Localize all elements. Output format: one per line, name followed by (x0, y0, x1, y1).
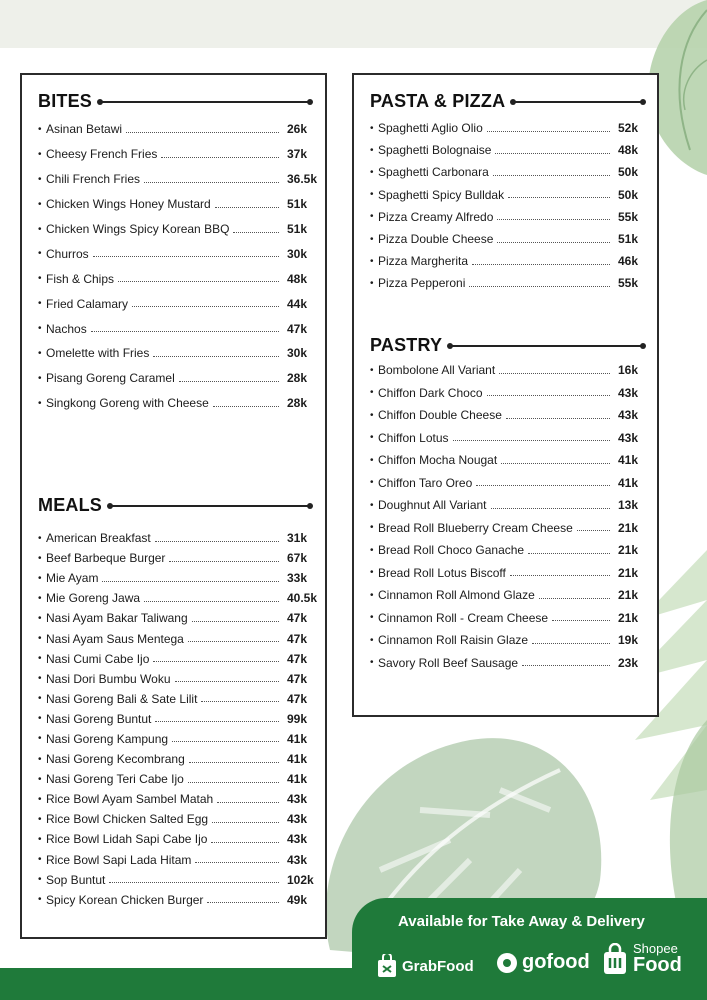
dot-leader (144, 182, 279, 183)
bullet-icon: • (38, 123, 42, 135)
menu-item-price: 50k (618, 165, 639, 180)
bullet-icon: • (370, 122, 374, 134)
menu-item (370, 629, 650, 652)
bullet-icon: • (38, 793, 42, 805)
gofood-logo (496, 951, 590, 974)
dot-leader (201, 701, 279, 702)
pasta-pizza-list (370, 117, 650, 295)
pastry-header (370, 335, 643, 356)
menu-item-price: 49k (287, 892, 308, 907)
menu-item-name: Spicy Korean Chicken Burger (46, 892, 204, 907)
dot-leader (189, 762, 279, 763)
menu-item-price: 40.5k (287, 591, 318, 606)
menu-item-price: 50k (618, 187, 639, 202)
dot-leader (552, 620, 610, 621)
menu-item (38, 709, 323, 729)
menu-item (370, 359, 650, 382)
bullet-icon: • (38, 633, 42, 645)
menu-item-name: Pizza Double Cheese (378, 232, 494, 247)
bullet-icon: • (38, 552, 42, 564)
grabfood-label: GrabFood (402, 957, 474, 975)
bullet-icon: • (38, 298, 42, 310)
bullet-icon: • (38, 673, 42, 685)
dot-leader (508, 197, 610, 198)
menu-item-name: Cinnamon Roll - Cream Cheese (378, 610, 549, 625)
bullet-icon: • (38, 572, 42, 584)
dot-leader (118, 281, 279, 282)
menu-item-price: 43k (618, 408, 639, 423)
menu-item-name: Nasi Ayam Bakar Taliwang (46, 611, 188, 626)
section-divider (110, 505, 310, 507)
menu-item (370, 272, 650, 294)
menu-item-name: Rice Bowl Lidah Sapi Cabe Ijo (46, 832, 208, 847)
menu-item-name: Spaghetti Spicy Bulldak (378, 187, 505, 202)
menu-item-name: Bread Roll Lotus Biscoff (378, 565, 506, 580)
dot-leader (469, 286, 610, 287)
menu-item-price: 16k (618, 363, 639, 378)
bullet-icon: • (370, 233, 374, 245)
grab-bag-icon (376, 954, 398, 978)
top-band (0, 0, 707, 48)
bullet-icon: • (38, 148, 42, 160)
menu-item-name: Churros (46, 246, 89, 261)
menu-item-name: Chiffon Taro Oreo (378, 475, 473, 490)
menu-item-price: 41k (287, 752, 308, 767)
menu-item (38, 729, 323, 749)
gojek-logo-icon (496, 952, 518, 974)
bullet-icon: • (38, 894, 42, 906)
menu-item-name: Cheesy French Fries (46, 147, 158, 162)
dot-leader (215, 207, 279, 208)
menu-item-name: Chiffon Dark Choco (378, 385, 483, 400)
menu-item-name: Nasi Goreng Buntut (46, 711, 152, 726)
menu-item (38, 366, 323, 391)
dot-leader (126, 132, 279, 133)
menu-item-name: Pisang Goreng Caramel (46, 371, 175, 386)
dot-leader (169, 561, 279, 562)
dot-leader (497, 242, 610, 243)
menu-item-name: Bombolone All Variant (378, 363, 496, 378)
menu-item-price: 102k (287, 872, 314, 887)
menu-item-price: 21k (618, 588, 639, 603)
menu-item-name: Nasi Ayam Saus Mentega (46, 631, 184, 646)
menu-item (38, 548, 323, 568)
menu-item-price: 47k (287, 651, 308, 666)
menu-item-name: Bread Roll Choco Ganache (378, 543, 525, 558)
menu-item-price: 23k (618, 655, 639, 670)
menu-item-price: 19k (618, 633, 639, 648)
menu-item-name: Sop Buntut (46, 872, 106, 887)
menu-item-price: 36.5k (287, 172, 318, 187)
menu-item-price: 33k (287, 571, 308, 586)
menu-item-name: Spaghetti Carbonara (378, 165, 489, 180)
menu-item (38, 669, 323, 689)
dot-leader (233, 232, 279, 233)
menu-item (38, 829, 323, 849)
menu-item-price: 41k (618, 453, 639, 468)
bullet-icon: • (370, 364, 374, 376)
section-divider (450, 345, 643, 347)
dot-leader (155, 721, 279, 722)
dot-leader (506, 418, 610, 419)
bullet-icon: • (370, 255, 374, 267)
menu-item-name: Fried Calamary (46, 296, 129, 311)
menu-item (38, 588, 323, 608)
menu-item-price: 41k (287, 772, 308, 787)
bullet-icon: • (370, 634, 374, 646)
section-title: BITES (38, 91, 93, 111)
menu-item-name: Cinnamon Roll Almond Glaze (378, 588, 535, 603)
menu-item (370, 539, 650, 562)
menu-item-price: 21k (618, 543, 639, 558)
bullet-icon: • (370, 477, 374, 489)
menu-item-price: 44k (287, 296, 308, 311)
menu-item-name: Cinnamon Roll Raisin Glaze (378, 633, 529, 648)
menu-item (370, 404, 650, 427)
menu-item (38, 142, 323, 167)
menu-item-name: Singkong Goreng with Cheese (46, 396, 209, 411)
bullet-icon: • (38, 198, 42, 210)
menu-item (370, 206, 650, 228)
menu-item-price: 48k (287, 271, 308, 286)
bullet-icon: • (38, 223, 42, 235)
menu-item-name: Doughnut All Variant (378, 498, 487, 513)
menu-item (370, 449, 650, 472)
bullet-icon: • (38, 372, 42, 384)
bullet-icon: • (38, 733, 42, 745)
dot-leader (211, 842, 279, 843)
section-divider (513, 101, 643, 103)
dot-leader (153, 661, 279, 662)
menu-item (370, 652, 650, 675)
menu-item-name: Omelette with Fries (46, 346, 150, 361)
menu-item-price: 99k (287, 711, 308, 726)
dot-leader (195, 862, 279, 863)
menu-item (38, 789, 323, 809)
menu-item-price: 67k (287, 551, 308, 566)
dot-leader (188, 641, 279, 642)
bullet-icon: • (370, 277, 374, 289)
dot-leader (499, 373, 610, 374)
bullet-icon: • (38, 713, 42, 725)
menu-item-price: 47k (287, 321, 308, 336)
menu-item-price: 43k (287, 792, 308, 807)
menu-item (38, 391, 323, 416)
menu-item-name: Nasi Goreng Kecombrang (46, 752, 185, 767)
menu-item-price: 41k (287, 731, 308, 746)
bullet-icon: • (370, 166, 374, 178)
menu-item (370, 139, 650, 161)
bullet-icon: • (370, 567, 374, 579)
menu-item-name: Pizza Creamy Alfredo (378, 209, 494, 224)
menu-item-name: Pizza Margherita (378, 254, 469, 269)
bullet-icon: • (38, 753, 42, 765)
menu-item-name: Nasi Goreng Bali & Sate Lilit (46, 691, 198, 706)
menu-item-price: 47k (287, 631, 308, 646)
dot-leader (493, 175, 610, 176)
dot-leader (495, 153, 610, 154)
menu-item-price: 51k (287, 222, 308, 236)
menu-item (38, 749, 323, 769)
bullet-icon: • (38, 248, 42, 260)
menu-item (38, 890, 323, 910)
bullet-icon: • (370, 657, 374, 669)
bullet-icon: • (370, 409, 374, 421)
menu-item-name: American Breakfast (46, 531, 151, 546)
menu-item (38, 291, 323, 316)
dot-leader (501, 463, 610, 464)
delivery-text: Available for Take Away & Delivery (398, 913, 645, 930)
dot-leader (155, 541, 279, 542)
menu-item (38, 117, 323, 142)
grabfood-logo (376, 954, 474, 978)
menu-item (38, 568, 323, 588)
bullet-icon: • (370, 589, 374, 601)
menu-item-name: Mie Ayam (46, 571, 99, 586)
menu-item-price: 55k (618, 209, 639, 224)
menu-item-name: Chili French Fries (46, 172, 141, 187)
menu-item-price: 21k (618, 610, 639, 625)
menu-item-price: 51k (618, 232, 639, 247)
menu-item (38, 769, 323, 789)
menu-item-price: 47k (287, 691, 308, 706)
shopee-bag-icon (602, 943, 628, 975)
bullet-icon: • (38, 854, 42, 866)
dot-leader (472, 264, 610, 265)
bullet-icon: • (38, 273, 42, 285)
menu-item (370, 607, 650, 630)
shopeefood-logo (602, 942, 682, 975)
menu-item (370, 250, 650, 272)
menu-item-price: 28k (287, 396, 308, 411)
menu-item (38, 241, 323, 266)
dot-leader (144, 601, 279, 602)
menu-item-name: Chiffon Lotus (378, 430, 449, 445)
section-title: PASTA & PIZZA (370, 91, 506, 111)
dot-leader (217, 802, 279, 803)
menu-item-name: Chiffon Mocha Nougat (378, 453, 498, 468)
menu-item-name: Nasi Dori Bumbu Woku (46, 671, 171, 686)
dot-leader (522, 665, 610, 666)
dot-leader (172, 741, 279, 742)
section-title: MEALS (38, 495, 102, 515)
bullet-icon: • (370, 387, 374, 399)
dot-leader (487, 131, 610, 132)
menu-item (370, 184, 650, 206)
bullet-icon: • (38, 592, 42, 604)
bullet-icon: • (38, 773, 42, 785)
menu-item-price: 47k (287, 671, 308, 686)
menu-item-price: 30k (287, 246, 308, 261)
dot-leader (175, 681, 280, 682)
menu-item (370, 494, 650, 517)
menu-item (370, 117, 650, 139)
menu-item (38, 809, 323, 829)
bullet-icon: • (38, 612, 42, 624)
menu-item-name: Spaghetti Bolognaise (378, 143, 492, 158)
section-title: PASTRY (370, 335, 443, 355)
dot-leader (179, 381, 279, 382)
bullet-icon: • (38, 397, 42, 409)
menu-item (38, 628, 323, 648)
dot-leader (487, 395, 611, 396)
menu-item-price: 51k (287, 197, 308, 212)
meals-header (38, 495, 310, 516)
menu-item-price: 43k (618, 385, 639, 400)
menu-item (38, 167, 323, 192)
menu-item-price: 13k (618, 498, 639, 513)
dot-leader (213, 406, 279, 407)
menu-item-price: 28k (287, 371, 308, 386)
bullet-icon: • (38, 813, 42, 825)
dot-leader (109, 882, 279, 883)
meals-list (38, 528, 323, 910)
menu-item (370, 427, 650, 450)
dot-leader (510, 575, 610, 576)
bullet-icon: • (38, 323, 42, 335)
dot-leader (212, 822, 279, 823)
shopee-label-bottom: Food (633, 954, 682, 976)
bullet-icon: • (370, 612, 374, 624)
dot-leader (132, 306, 279, 307)
dot-leader (491, 508, 610, 509)
menu-item (370, 562, 650, 585)
menu-item-name: Nasi Cumi Cabe Ijo (46, 651, 150, 666)
menu-item-name: Rice Bowl Ayam Sambel Matah (46, 792, 214, 807)
menu-item (370, 161, 650, 183)
menu-item-price: 41k (618, 475, 639, 490)
menu-item (370, 382, 650, 405)
menu-item (38, 341, 323, 366)
menu-item-price: 55k (618, 276, 639, 291)
bullet-icon: • (370, 522, 374, 534)
menu-item-price: 43k (618, 430, 639, 445)
menu-item-price: 30k (287, 346, 308, 361)
menu-item (38, 192, 323, 217)
menu-item (38, 266, 323, 291)
gofood-label: gofood (522, 951, 590, 973)
dot-leader (93, 256, 279, 257)
menu-item-price: 52k (618, 121, 639, 136)
bullet-icon: • (38, 693, 42, 705)
menu-item-price: 26k (287, 122, 308, 137)
menu-item-price: 31k (287, 531, 308, 546)
dot-leader (577, 530, 610, 531)
bullet-icon: • (38, 833, 42, 845)
menu-item-name: Fish & Chips (46, 271, 115, 286)
bullet-icon: • (370, 432, 374, 444)
menu-item-name: Chicken Wings Spicy Korean BBQ (46, 222, 230, 236)
dot-leader (207, 902, 279, 903)
dot-leader (453, 440, 611, 441)
bullet-icon: • (370, 189, 374, 201)
menu-item (38, 528, 323, 548)
menu-item-name: Pizza Pepperoni (378, 276, 466, 291)
menu-item-name: Mie Goreng Jawa (46, 591, 141, 606)
dot-leader (102, 581, 279, 582)
bullet-icon: • (38, 653, 42, 665)
dot-leader (153, 356, 279, 357)
menu-item-name: Beef Barbeque Burger (46, 551, 166, 566)
pasta-pizza-header (370, 91, 643, 112)
menu-item (38, 217, 323, 242)
dot-leader (192, 621, 279, 622)
bullet-icon: • (38, 173, 42, 185)
dot-leader (188, 782, 279, 783)
menu-item-price: 43k (287, 832, 308, 847)
bullet-icon: • (38, 532, 42, 544)
menu-item-name: Spaghetti Aglio Olio (378, 121, 483, 136)
menu-item-price: 21k (618, 520, 639, 535)
menu-item-name: Savory Roll Beef Sausage (378, 655, 519, 670)
bites-list (38, 117, 323, 416)
menu-item-name: Rice Bowl Chicken Salted Egg (46, 812, 209, 827)
menu-item-name: Chicken Wings Honey Mustard (46, 197, 211, 212)
menu-item-price: 21k (618, 565, 639, 580)
dot-leader (476, 485, 610, 486)
menu-item-name: Nasi Goreng Kampung (46, 731, 169, 746)
bullet-icon: • (370, 454, 374, 466)
dot-leader (161, 157, 279, 158)
menu-item-price: 46k (618, 254, 639, 269)
menu-item (38, 649, 323, 669)
bullet-icon: • (370, 544, 374, 556)
menu-item-price: 47k (287, 611, 308, 626)
menu-item-price: 48k (618, 143, 639, 158)
bullet-icon: • (370, 499, 374, 511)
dot-leader (497, 219, 610, 220)
menu-item-name: Nachos (46, 321, 87, 336)
bullet-icon: • (38, 347, 42, 359)
bullet-icon: • (38, 874, 42, 886)
menu-item-price: 37k (287, 147, 308, 162)
dot-leader (528, 553, 610, 554)
menu-item-name: Nasi Goreng Teri Cabe Ijo (46, 772, 184, 787)
menu-item-price: 43k (287, 812, 308, 827)
bullet-icon: • (370, 144, 374, 156)
menu-item-name: Chiffon Double Cheese (378, 408, 502, 423)
menu-item (370, 517, 650, 540)
menu-item (38, 850, 323, 870)
menu-item-name: Bread Roll Blueberry Cream Cheese (378, 520, 573, 535)
menu-item (38, 608, 323, 628)
menu-item (370, 584, 650, 607)
shopee-label-top: Shopee (633, 941, 678, 956)
menu-item (38, 689, 323, 709)
dot-leader (532, 643, 610, 644)
section-divider (100, 101, 310, 103)
bullet-icon: • (370, 211, 374, 223)
menu-item (370, 228, 650, 250)
menu-item-name: Rice Bowl Sapi Lada Hitam (46, 852, 192, 867)
menu-item-price: 43k (287, 852, 308, 867)
bites-header (38, 91, 310, 112)
pastry-list (370, 359, 650, 674)
menu-item (38, 316, 323, 341)
dot-leader (91, 331, 279, 332)
menu-item (370, 472, 650, 495)
menu-item (38, 870, 323, 890)
menu-item-name: Asinan Betawi (46, 122, 123, 137)
dot-leader (539, 598, 610, 599)
